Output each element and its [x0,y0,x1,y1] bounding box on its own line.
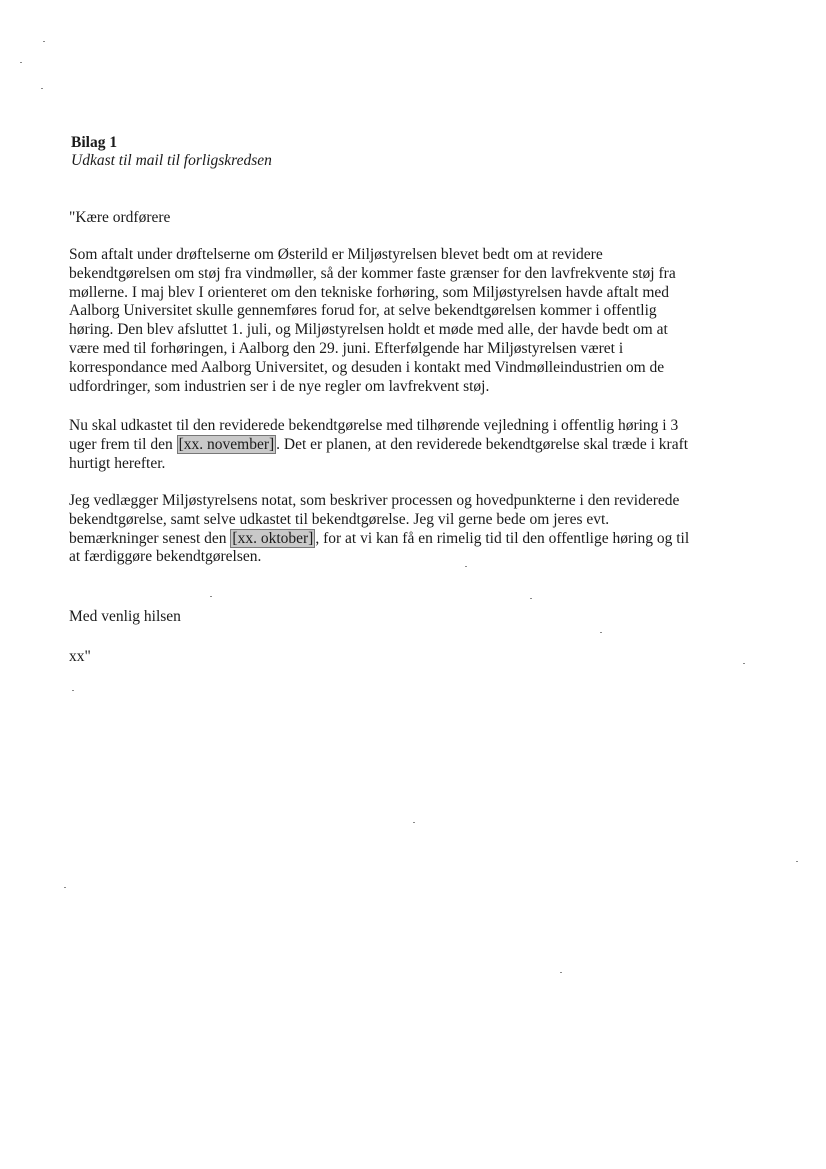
paragraph-1-line: udfordringer, som industrien ser i de nye regler om lavfrekvent støj. [69,377,490,395]
date-placeholder-november: [xx. november] [178,435,275,453]
paragraph-1-line: høring. Den blev afsluttet 1. juli, og Miljøstyrelsen holdt et møde med alle, der havde bedt om at [69,321,668,339]
letter-salutation: "Kære ordførere [69,209,171,226]
paragraph-1-line: Som aftalt under drøftelserne om Østerild er Miljøstyrelsen blevet bedt om at revidere [69,246,603,263]
paragraph-2 [69,417,739,473]
date-placeholder-oktober: [xx. oktober] [232,529,314,547]
paragraph-2-line [69,436,739,455]
paragraph-1-line: bekendtgørelsen om støj fra vindmøller, så der kommer faste grænser for den lavfrekvente støj fra [69,264,676,282]
scan-speck [72,690,74,691]
scan-speck [465,566,467,567]
scan-speck [64,887,66,888]
paragraph-3-line: Jeg vedlægger Miljøstyrelsens notat, som beskriver processen og hovedpunkterne i den reviderede [69,492,680,509]
paragraph-1 [69,246,739,396]
scan-speck [43,41,45,42]
scan-speck [600,632,602,633]
scan-speck [41,88,43,89]
letter-closing: Med venlig hilsen [69,608,181,625]
paragraph-3-text: , for at vi kan få en rimelig tid til den offentlige høring og til [315,529,690,547]
scan-speck [560,972,562,973]
paragraph-1-line: møllerne. I maj blev I orienteret om den tekniske forhøring, som Miljøstyrelsen havde aftalt med [69,283,670,301]
document-title: Bilag 1 [71,134,118,151]
paragraph-1-line: korrespondance med Aalborg Universitet, og desuden i kontakt med Vindmølleindustrien om de [69,358,665,376]
scan-speck [743,663,745,664]
scan-speck [796,861,798,862]
scan-speck [210,596,212,597]
paragraph-1-line: være med til forhøringen, i Aalborg den 29. juni. Efterfølgende har Miljøstyrelsen været i [69,339,624,357]
paragraph-2-text: . Det er planen, at den reviderede bekendtgørelse skal træde i kraft [276,435,689,453]
paragraph-2-text: uger frem til den [69,435,177,453]
scan-speck [530,598,532,599]
paragraph-2-line: Nu skal udkastet til den reviderede bekendtgørelse med tilhørende vejledning i offentlig høring i 3 [69,417,679,434]
paragraph-3-text: bemærkninger senest den [69,529,231,547]
scan-speck [20,62,22,63]
paragraph-1-line: Aalborg Universitet skulle gennemføres forud for, at selve bekendtgørelsen kommer i offentlig [69,302,657,320]
paragraph-3-line: bekendtgørelse, samt selve udkastet til bekendtgørelse. Jeg vil gerne bede om jeres evt. [69,510,610,528]
letter-signature: xx" [69,648,91,665]
paragraph-3 [69,492,739,567]
paragraph-3-line: at færdiggøre bekendtgørelsen. [69,548,262,566]
paragraph-3-line [69,530,739,549]
document-subtitle: Udkast til mail til forligskredsen [71,152,272,169]
scan-speck [413,822,415,823]
paragraph-2-line: hurtigt herefter. [69,454,166,472]
